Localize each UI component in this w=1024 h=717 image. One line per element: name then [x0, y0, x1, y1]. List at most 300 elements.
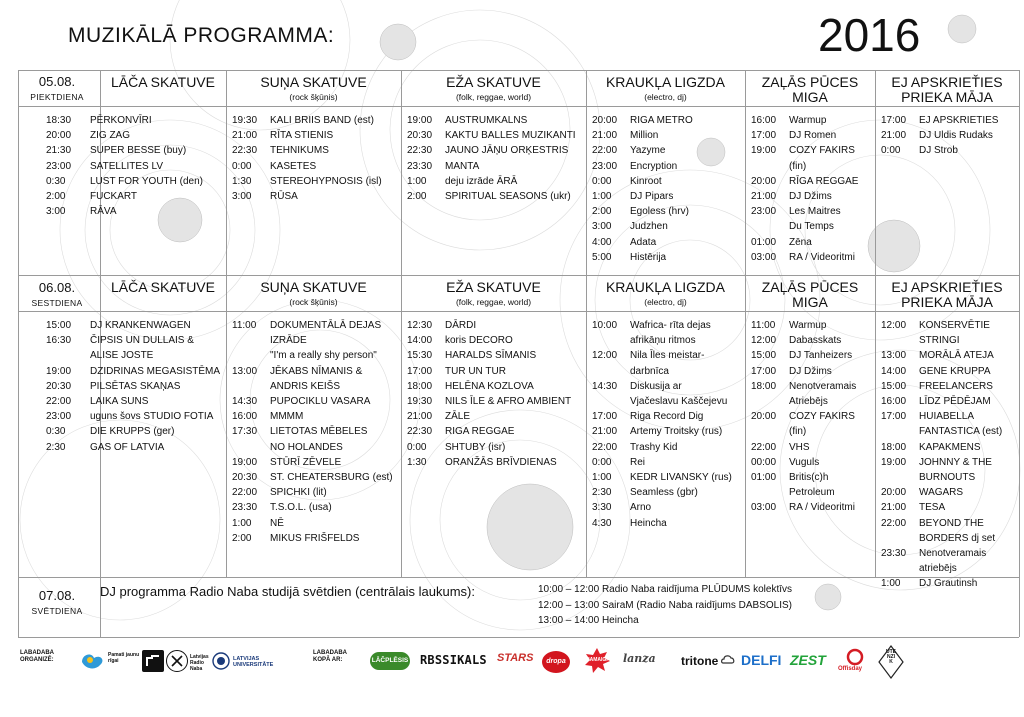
org-label-line: LABADABA [20, 650, 54, 656]
program-item [592, 409, 743, 424]
program-list [407, 318, 584, 470]
program-act: GAS OF LATVIA [90, 441, 165, 453]
program-time: 22:30 [407, 426, 433, 438]
program-time: 17:00 [751, 130, 777, 142]
grid-header-line [18, 106, 100, 107]
program-act: LAIKA SUNS [90, 396, 149, 408]
program-time: 01:00 [751, 472, 777, 484]
program-act: ANDRIS KEIŠS [270, 380, 341, 392]
program-item [881, 576, 1017, 591]
program-act: Artemy Troitsky (rus) [630, 426, 723, 438]
program-item [881, 128, 1017, 143]
namaigi-logo [583, 646, 611, 674]
stage-name [401, 75, 586, 105]
program-act: BEYOND THE [919, 517, 984, 529]
program-item [751, 394, 873, 409]
program-act: Trashy Kid [630, 441, 678, 453]
program-act: SPIRITUAL SEASONS (ukr) [445, 191, 571, 203]
program-time: 12:00 [592, 350, 618, 362]
program-item [751, 219, 873, 234]
partners-label [313, 650, 347, 664]
program-time: 0:00 [407, 441, 427, 453]
program-act: Egoless (hrv) [630, 206, 689, 218]
program-item [46, 409, 218, 424]
program-item [881, 409, 1017, 424]
grid-header-line [100, 311, 1019, 312]
program-act: KAPAKMENS [919, 441, 981, 453]
day-name: SVĒTDIENA [31, 606, 83, 616]
program-act: DOKUMENTĀLĀ DEJAS [270, 320, 382, 331]
program-item [232, 379, 399, 394]
program-item [881, 394, 1017, 409]
program-item [232, 113, 399, 128]
program-time: 21:00 [881, 130, 907, 142]
program-item [407, 333, 584, 348]
program-time: 19:00 [232, 456, 258, 468]
stage-name-line: LĀČA SKATUVE [110, 279, 215, 295]
program-time: 21:00 [751, 191, 777, 203]
program-time: 4:00 [592, 236, 612, 248]
program-item [751, 128, 873, 143]
program-time: 21:00 [592, 426, 618, 438]
program-list [592, 113, 743, 265]
program-time: 3:00 [592, 221, 612, 233]
stage-genre: (rock šķūnis) [289, 297, 338, 307]
program-item [46, 113, 218, 128]
stage-name-line: EŽA SKATUVE [446, 279, 541, 295]
program-item [751, 174, 873, 189]
program-item [881, 455, 1017, 470]
program-act: Seamless (gbr) [630, 487, 698, 499]
program-time: 14:30 [232, 396, 258, 408]
program-item [592, 250, 743, 265]
program-item [881, 379, 1017, 394]
program-time: 21:00 [232, 130, 258, 142]
program-act: KAKTU BALLES MUZIKANTI [445, 130, 576, 142]
program-act: JĒKABS NĪMANIS & [270, 365, 363, 377]
program-act: SUPER BESSE (buy) [90, 145, 187, 157]
program-time: 4:30 [592, 517, 612, 529]
program-act: IZRĀDE [270, 335, 307, 347]
program-item [881, 561, 1017, 576]
org-label-line: ORGANIZĒ: [20, 657, 54, 663]
program-act: Yazyme [630, 145, 666, 157]
program-item [232, 159, 399, 174]
lu-icon [212, 652, 230, 670]
namaigi-text: NAMAIGI [586, 657, 608, 663]
program-act: LIETOTAS MĒBELES [270, 426, 368, 438]
program-item [232, 189, 399, 204]
program-item [407, 174, 584, 189]
program-time: 20:00 [751, 175, 777, 187]
program-item [46, 174, 218, 189]
program-act: Nila Īles meistar- [630, 350, 705, 362]
program-item [592, 204, 743, 219]
program-time [232, 440, 270, 455]
program-act: ALISE JOSTE [90, 350, 154, 362]
program-item [751, 235, 873, 250]
day-name: PIEKTDIENA [30, 92, 84, 102]
program-item [232, 424, 399, 439]
program-item [407, 394, 584, 409]
program-time: 19:00 [881, 456, 907, 468]
org-label [20, 650, 54, 664]
program-time: 22:00 [751, 441, 777, 453]
program-time [751, 485, 789, 500]
program-time: 0:30 [46, 175, 66, 187]
program-act: Encryption [630, 160, 678, 172]
program-time: 20:00 [46, 130, 72, 142]
grid-header-line [18, 311, 100, 312]
program-act: Judzhen [630, 221, 668, 233]
rbssikals-logo: RBSSIKALS [420, 653, 487, 667]
program-time: 20:30 [407, 130, 433, 142]
year-label: 2016 [818, 9, 921, 61]
program-act: (fin) [789, 160, 807, 172]
program-act: RA / Videoritmi [789, 251, 855, 263]
program-item [881, 364, 1017, 379]
program-act: atriebējs [919, 563, 957, 575]
program-time: 11:00 [232, 320, 257, 331]
offisday-logo [838, 648, 872, 676]
program-act: JOHNNY & THE [919, 456, 992, 468]
program-time: 20:30 [46, 380, 72, 392]
program-act: KALI BRIIS BAND (est) [270, 115, 374, 126]
program-item [881, 516, 1017, 531]
program-act: Riga Record Dig [630, 411, 704, 423]
program-item [592, 364, 743, 379]
program-act: darbnīca [630, 365, 669, 377]
program-item [592, 174, 743, 189]
grid-row-line [18, 70, 1019, 71]
program-act: Rei [630, 456, 646, 468]
program-item [751, 159, 873, 174]
program-act: ZIG ZAG [90, 130, 130, 142]
sunday-note: DJ programma Radio Naba studijā svētdien (centrālais laukums): [100, 584, 475, 599]
program-act: uguns šovs STUDIO FOTIA [90, 411, 214, 423]
program-item [751, 318, 873, 333]
utenzik-text: UTENZIK [886, 649, 896, 665]
program-item [407, 159, 584, 174]
program-time [751, 219, 789, 234]
stage-name-line: PRIEKA MĀJA [901, 89, 993, 105]
program-item [232, 143, 399, 158]
program-item [232, 500, 399, 515]
program-act: Heincha [630, 517, 667, 529]
program-item [881, 348, 1017, 363]
program-act: SATELLITES LV [90, 160, 163, 172]
program-act: FUCKART [90, 191, 138, 203]
program-act: RĪGA REGGAE [789, 175, 859, 187]
program-act: afrikāņu ritmos [630, 335, 696, 347]
program-item [592, 500, 743, 515]
program-time [751, 424, 789, 439]
program-item [232, 440, 399, 455]
program-time: 19:00 [46, 365, 72, 377]
program-time: 12:00 [751, 335, 777, 347]
program-list [751, 113, 873, 265]
program-time: 15:00 [46, 320, 72, 331]
program-act: MANTA [445, 160, 480, 172]
program-item [751, 409, 873, 424]
program-act: ČIPSIS UN DULLAIS & [90, 335, 194, 347]
grid-row-line [18, 275, 1019, 276]
program-time [751, 394, 789, 409]
program-item [881, 531, 1017, 546]
program-act: HELĒNA KOZLOVA [445, 380, 534, 392]
program-item [881, 333, 1017, 348]
program-act: GENE KRUPPA [919, 365, 991, 377]
program-time: 19:30 [232, 115, 258, 126]
program-time: 23:00 [46, 160, 72, 172]
program-list [751, 318, 873, 516]
program-time: 1:00 [881, 578, 901, 590]
stage-genre: (electro, dj) [644, 297, 687, 307]
program-time: 22:00 [46, 396, 72, 408]
program-item [407, 379, 584, 394]
program-item [592, 143, 743, 158]
program-item [751, 455, 873, 470]
program-act: DIE KRUPPS (ger) [90, 426, 175, 438]
grid-col-line [875, 70, 876, 577]
program-time: 15:30 [407, 350, 433, 362]
tritone-logo: tritone [681, 654, 719, 668]
grid-row-line [18, 637, 1019, 638]
day-date: 07.08. [38, 588, 76, 603]
program-item [232, 485, 399, 500]
program-time: 16:30 [46, 335, 72, 347]
program-item [751, 204, 873, 219]
program-item [592, 485, 743, 500]
program-time: 0:00 [592, 175, 612, 187]
program-time: 2:00 [232, 532, 252, 544]
program-time: 3:30 [592, 502, 612, 514]
program-time [881, 470, 919, 485]
program-act: DJ Grautinsh [919, 578, 978, 590]
program-time [881, 333, 919, 348]
program-item [751, 348, 873, 363]
program-act: NILS ĪLE & AFRO AMBIENT [445, 396, 572, 408]
program-act: Du Temps [789, 221, 834, 233]
program-act: DJ Džims [789, 365, 832, 377]
program-time: 01:00 [751, 236, 777, 248]
stage-name [875, 75, 1019, 105]
program-item [881, 500, 1017, 515]
program-time: 21:00 [592, 130, 618, 142]
program-time: 23:30 [232, 502, 258, 514]
program-item [592, 470, 743, 485]
program-act: DJ Tanheizers [789, 350, 853, 362]
program-time: 23:30 [881, 548, 907, 560]
program-item [592, 516, 743, 531]
program-act: NĒ [270, 517, 284, 529]
program-item [46, 364, 221, 379]
program-item [751, 364, 873, 379]
sunday-list [538, 582, 792, 629]
program-item [751, 424, 873, 439]
program-act: VHS [789, 441, 810, 453]
program-item [881, 440, 1017, 455]
program-time: 00:00 [751, 456, 777, 468]
program-item [592, 128, 743, 143]
grid-col-line [745, 70, 746, 577]
stage-name-line: PRIEKA MĀJA [901, 294, 993, 310]
partners-label-line: KOPĀ AR: [313, 657, 343, 663]
program-item [232, 318, 399, 333]
program-list [592, 318, 743, 531]
day-name: SESTDIENA [31, 298, 83, 308]
program-time: 18:00 [751, 380, 777, 392]
program-item [46, 440, 218, 455]
program-time: 11:00 [751, 320, 776, 331]
program-act: HARALDS SĪMANIS [445, 350, 537, 362]
program-item [407, 189, 584, 204]
program-act: Dabasskats [789, 335, 842, 347]
program-time: 16:00 [881, 396, 907, 408]
program-act: MORĀLĀ ATEJA [919, 350, 994, 362]
stage-name-line: EJ APSKRIEŤIES [891, 74, 1003, 90]
program-item [407, 409, 584, 424]
stage-name-line: EJ APSKRIEŤIES [891, 279, 1003, 295]
program-time: 2:30 [46, 441, 66, 453]
program-act: Nenotveramais [789, 380, 857, 392]
program-time: 22:30 [407, 145, 433, 157]
program-act: Million [630, 130, 659, 142]
program-act: Nenotveramais [919, 548, 987, 560]
program-item [232, 531, 399, 546]
program-act: PĒRKONVĪRI [90, 115, 152, 126]
program-time: 23:00 [751, 206, 777, 218]
program-item [407, 440, 584, 455]
program-act: T.S.O.L. (usa) [270, 502, 332, 514]
program-act: RA / Videoritmi [789, 502, 855, 514]
program-time: 17:00 [407, 365, 433, 377]
stage-name [586, 280, 745, 310]
program-item [592, 235, 743, 250]
program-item [592, 318, 743, 333]
pamati-logo [78, 648, 138, 672]
grid-col-line [1019, 70, 1020, 637]
program-time: 17:00 [751, 365, 777, 377]
program-time: 0:00 [881, 145, 901, 157]
stage-name-line: KRAUKĻA LIGZDA [605, 279, 726, 295]
program-time [881, 561, 919, 576]
program-time: 19:00 [407, 115, 433, 126]
program-item [232, 174, 399, 189]
stage-name [226, 75, 401, 105]
program-time: 0:30 [46, 426, 66, 438]
program-time [881, 531, 919, 546]
program-act: STŪRĪ ZĒVELE [270, 456, 342, 468]
program-time: 17:00 [881, 411, 907, 423]
day-date: 06.08. [38, 280, 76, 295]
program-item [232, 470, 399, 485]
program-time [232, 333, 270, 348]
program-act: DĀRDI [445, 320, 477, 331]
program-act: BURNOUTS [919, 472, 976, 484]
program-time: 2:00 [592, 206, 612, 218]
program-time: 2:30 [592, 487, 612, 499]
program-list [232, 113, 399, 204]
program-act: DJ Pipars [630, 191, 674, 203]
program-item [46, 189, 218, 204]
stage-genre: (folk, reggae, world) [455, 92, 532, 102]
program-time: 22:00 [592, 441, 618, 453]
radio-naba-icon [142, 650, 164, 672]
program-act: DZIDRINAS MEGASISTĒMA [90, 365, 221, 377]
program-act: Atriebējs [789, 396, 828, 408]
utenzik-logo [878, 645, 904, 679]
program-time: 22:00 [232, 487, 258, 499]
program-time: 2:00 [46, 191, 66, 203]
stage-name [226, 280, 401, 310]
grid-row-line [18, 577, 1019, 578]
program-act: NO HOLANDES [270, 441, 343, 453]
program-item [46, 159, 218, 174]
program-act: EJ APSKRIETIES [919, 115, 999, 126]
program-item [751, 250, 873, 265]
stage-name-line: LĀČA SKATUVE [110, 74, 215, 90]
program-time: 21:30 [46, 145, 72, 157]
program-item [232, 348, 399, 363]
program-time: 14:00 [407, 335, 433, 347]
program-time: 0:00 [592, 456, 612, 468]
program-item [751, 440, 873, 455]
program-act: Zēna [789, 236, 812, 248]
program-act: PUPOCIKLU VASARA [270, 396, 371, 408]
program-list [232, 318, 399, 546]
program-item [407, 348, 584, 363]
program-time: 1:00 [592, 191, 612, 203]
stage-name [586, 75, 745, 105]
program-item [592, 440, 743, 455]
program-act: Kinroot [630, 175, 662, 187]
program-act: TUR UN TUR [445, 365, 506, 377]
program-time [592, 394, 630, 409]
program-time: 19:30 [407, 396, 433, 408]
program-item [407, 364, 584, 379]
program-act: DJ Strob [919, 145, 958, 157]
program-time [592, 364, 630, 379]
program-time: 20:00 [881, 487, 907, 499]
program-act: "I'm a really shy person" [270, 350, 377, 362]
program-time [592, 333, 630, 348]
program-act: KASETES [270, 160, 317, 172]
program-item [751, 379, 873, 394]
program-act: KEDR LIVANSKY (rus) [630, 472, 732, 484]
program-act: RIGA METRO [630, 115, 693, 126]
program-list [46, 318, 221, 455]
program-act: SPICHKI (lit) [270, 487, 327, 499]
program-item [751, 470, 873, 485]
program-item [592, 159, 743, 174]
program-item [46, 143, 218, 158]
program-act: Warmup [789, 320, 827, 331]
program-act: RIGA REGGAE [445, 426, 515, 438]
program-act: (fin) [789, 426, 807, 438]
program-item [592, 424, 743, 439]
program-time [46, 348, 90, 363]
day-date: 05.08. [38, 74, 76, 89]
program-act: JAUNO JĀŅU ORĶESTRIS [445, 145, 569, 157]
program-time: 2:00 [407, 191, 427, 203]
program-time: 13:00 [232, 365, 258, 377]
pamati-text: Pamati jaunu rīgai [108, 652, 140, 664]
program-act: COZY FAKIRS [789, 411, 855, 423]
program-act: Vuguls [789, 456, 820, 468]
program-time: 20:00 [592, 115, 618, 126]
program-act: Britis(c)h [789, 472, 829, 484]
